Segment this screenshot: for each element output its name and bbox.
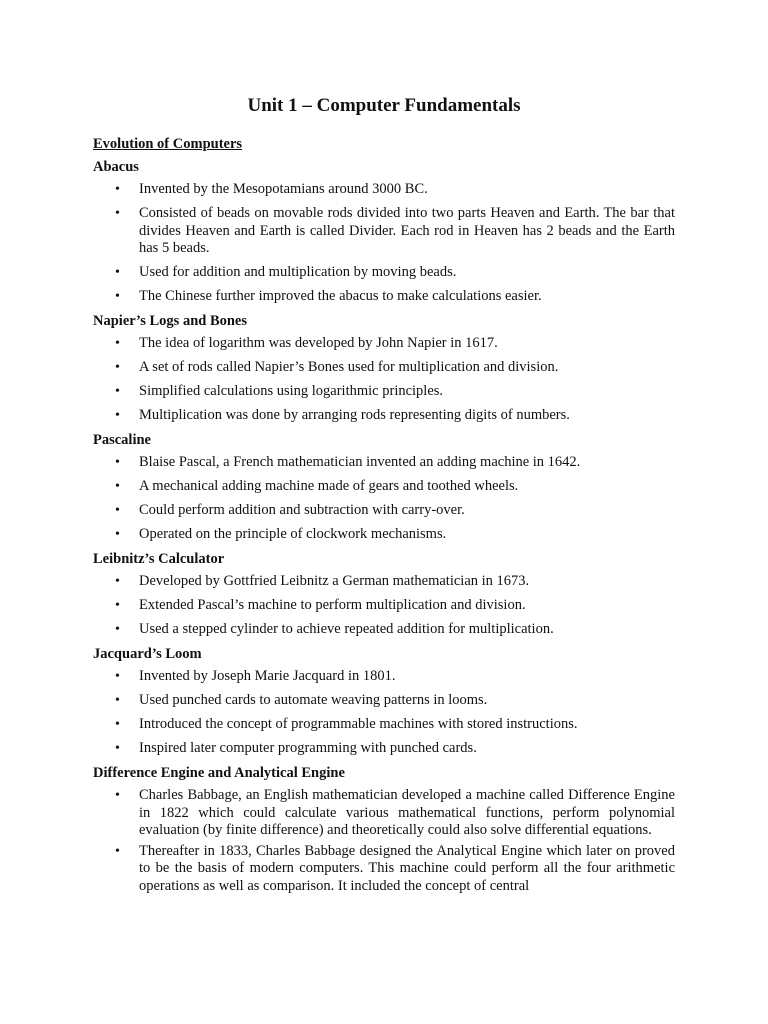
list-item: • Invented by Joseph Marie Jacquard in 1801. [93, 668, 675, 686]
list-item: • Charles Babbage, an English mathematician developed a machine called Difference Engine in 1822 which could calculate various mathematical functions, perform polynomial evaluation (by finite difference) and theoretically could also solve differential equations. [93, 787, 675, 840]
list-item: • Consisted of beads on movable rods divided into two parts Heaven and Earth. The bar that divides Heaven and Earth is called Divider. Each rod in Heaven has 2 beads and the Earth has 5 beads. [93, 205, 675, 258]
list-item: • The Chinese further improved the abacus to make calculations easier. [93, 288, 675, 306]
list-jacquard-loom [93, 668, 675, 758]
list-item: • The idea of logarithm was developed by John Napier in 1617. [93, 335, 675, 353]
list-item: • Thereafter in 1833, Charles Babbage designed the Analytical Engine which later on proved to be the basis of modern computers. This machine could perform all the four arithmetic operations as well as comparison. It included the concept of central [93, 843, 675, 896]
list-abacus [93, 181, 675, 306]
heading-jacquard-loom: Jacquard’s Loom [93, 646, 202, 662]
page-title: Unit 1 – Computer Fundamentals [247, 95, 521, 116]
heading-leibnitz-calculator: Leibnitz’s Calculator [93, 551, 225, 567]
list-item: • A mechanical adding machine made of gears and toothed wheels. [93, 478, 675, 496]
list-item: • Introduced the concept of programmable machines with stored instructions. [93, 716, 675, 734]
list-item: • Extended Pascal’s machine to perform multiplication and division. [93, 597, 675, 615]
heading-pascaline: Pascaline [93, 432, 151, 448]
list-item: • Developed by Gottfried Leibnitz a German mathematician in 1673. [93, 573, 675, 591]
document-body [93, 135, 675, 900]
list-item: • Could perform addition and subtraction with carry-over. [93, 502, 675, 520]
list-item: • Invented by the Mesopotamians around 3000 BC. [93, 181, 675, 199]
heading-abacus: Abacus [93, 159, 139, 175]
list-item: • A set of rods called Napier’s Bones used for multiplication and division. [93, 359, 675, 377]
list-item: • Simplified calculations using logarithmic principles. [93, 383, 675, 401]
list-napiers-bones [93, 335, 675, 425]
list-item: • Inspired later computer programming with punched cards. [93, 740, 675, 758]
list-item: • Multiplication was done by arranging rods representing digits of numbers. [93, 407, 675, 425]
list-pascaline [93, 454, 675, 544]
list-item: • Blaise Pascal, a French mathematician invented an adding machine in 1642. [93, 454, 675, 472]
list-leibnitz-calculator [93, 573, 675, 639]
list-item: • Used punched cards to automate weaving patterns in looms. [93, 692, 675, 710]
list-item: • Used for addition and multiplication by moving beads. [93, 264, 675, 282]
section-heading: Evolution of Computers [93, 136, 243, 152]
list-item: • Operated on the principle of clockwork mechanisms. [93, 526, 675, 544]
heading-napiers-bones: Napier’s Logs and Bones [93, 313, 248, 329]
list-item: • Used a stepped cylinder to achieve repeated addition for multiplication. [93, 621, 675, 639]
heading-difference-analytical-engine: Difference Engine and Analytical Engine [93, 765, 345, 781]
list-difference-analytical-engine [93, 787, 675, 895]
